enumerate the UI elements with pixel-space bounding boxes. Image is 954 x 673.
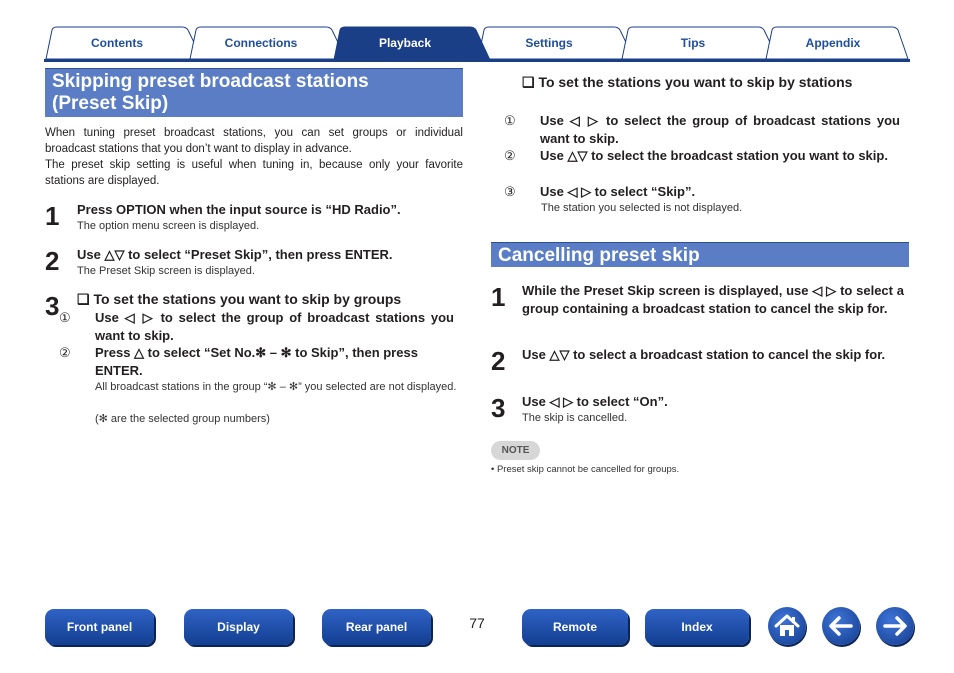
tab-settings[interactable]	[482, 26, 622, 60]
tab-settings-label: Settings	[525, 36, 573, 50]
tab-appendix[interactable]	[770, 26, 910, 60]
home-icon	[768, 607, 806, 645]
substep-note: (✻ are the selected group numbers)	[95, 413, 270, 425]
substep-item	[504, 112, 900, 147]
section-title-line1: Skipping preset broadcast stations	[52, 71, 369, 92]
tab-connections-label: Connections	[224, 36, 298, 50]
tab-tips[interactable]	[626, 26, 766, 60]
page-number: 77	[469, 615, 485, 631]
tab-playback[interactable]	[338, 26, 478, 60]
substep-item	[504, 183, 900, 201]
section-title-preset-skip	[45, 68, 463, 117]
remote-button[interactable]: Remote	[522, 609, 628, 645]
tab-connections[interactable]	[194, 26, 334, 60]
index-button[interactable]: Index	[645, 609, 749, 645]
home-button[interactable]	[768, 607, 806, 645]
forward-button[interactable]	[876, 607, 914, 645]
substep-marker: ②	[504, 148, 516, 163]
substep-text: Use ◁ ▷ to select the group of broadcast stations you want to skip.	[540, 113, 900, 146]
step-heading: ❑ To set the stations you want to skip by groups	[77, 291, 402, 307]
tab-playback-label: Playback	[378, 36, 432, 50]
step-heading: Use ◁ ▷ to select “On”.	[522, 394, 668, 409]
intro-paragraph-1: When tuning preset broadcast stations, you can set groups or individual broadcast stations that you don’t want to display in advance.	[45, 127, 463, 155]
step-number: 3	[45, 291, 60, 321]
substep-item	[59, 344, 454, 379]
step-heading: While the Preset Skip screen is displayed, use ◁ ▷ to select a group containing a broadcast station to cancel the skip for.	[522, 283, 904, 316]
step-note: The option menu screen is displayed.	[77, 220, 260, 232]
intro-text	[45, 125, 463, 189]
step-note: The skip is cancelled.	[522, 412, 628, 424]
substep-note: The station you selected is not displayed.	[541, 202, 743, 214]
substep-text: Use △▽ to select the broadcast station you want to skip.	[540, 148, 888, 163]
step-number: 2	[491, 346, 506, 376]
tab-tips-label: Tips	[680, 36, 706, 50]
substep-text: Use ◁ ▷ to select the group of broadcast stations you want to skip.	[95, 310, 454, 343]
substep-item	[504, 147, 900, 165]
tab-contents-label: Contents	[91, 36, 143, 50]
rear-panel-button[interactable]: Rear panel	[322, 609, 431, 645]
step-heading: Press OPTION when the input source is “HD Radio”.	[77, 202, 401, 217]
step-number: 3	[491, 393, 506, 423]
substep-note: All broadcast stations in the group “✻ – ✻” you selected are not displayed.	[95, 381, 457, 393]
section-title-cancel	[491, 242, 909, 267]
back-arrow-icon	[822, 607, 860, 645]
step-number: 1	[45, 201, 60, 231]
step-number: 1	[491, 282, 506, 312]
section-title-cancel-text: Cancelling preset skip	[498, 245, 700, 266]
back-button[interactable]	[822, 607, 860, 645]
tab-contents[interactable]	[50, 26, 190, 60]
intro-paragraph-2: The preset skip setting is useful when tuning in, because only your favorite stations are displayed.	[45, 159, 463, 187]
forward-arrow-icon	[876, 607, 914, 645]
step-note: The Preset Skip screen is displayed.	[77, 265, 255, 277]
front-panel-button[interactable]: Front panel	[45, 609, 154, 645]
substep-marker: ②	[59, 345, 71, 360]
substep-item	[59, 309, 454, 344]
section-title-line2: (Preset Skip)	[52, 93, 169, 114]
step-heading: Use △▽ to select “Preset Skip”, then press ENTER.	[77, 247, 393, 262]
tab-bar	[44, 26, 910, 62]
display-button[interactable]: Display	[184, 609, 293, 645]
step-number: 2	[45, 246, 60, 276]
note-text: • Preset skip cannot be cancelled for groups.	[491, 464, 680, 475]
substep-marker: ①	[59, 310, 71, 325]
substep-marker: ①	[504, 113, 516, 128]
tab-appendix-label: Appendix	[805, 36, 861, 50]
note-badge: NOTE	[491, 441, 540, 460]
substep-text: Use ◁ ▷ to select “Skip”.	[540, 184, 696, 199]
stations-skip-heading: ❑ To set the stations you want to skip by stations	[522, 74, 853, 90]
substep-text: Press △ to select “Set No.✻ – ✻ to Skip”, then press ENTER.	[95, 345, 418, 378]
step-heading: Use △▽ to select a broadcast station to cancel the skip for.	[522, 347, 886, 362]
substep-marker: ③	[504, 184, 516, 199]
